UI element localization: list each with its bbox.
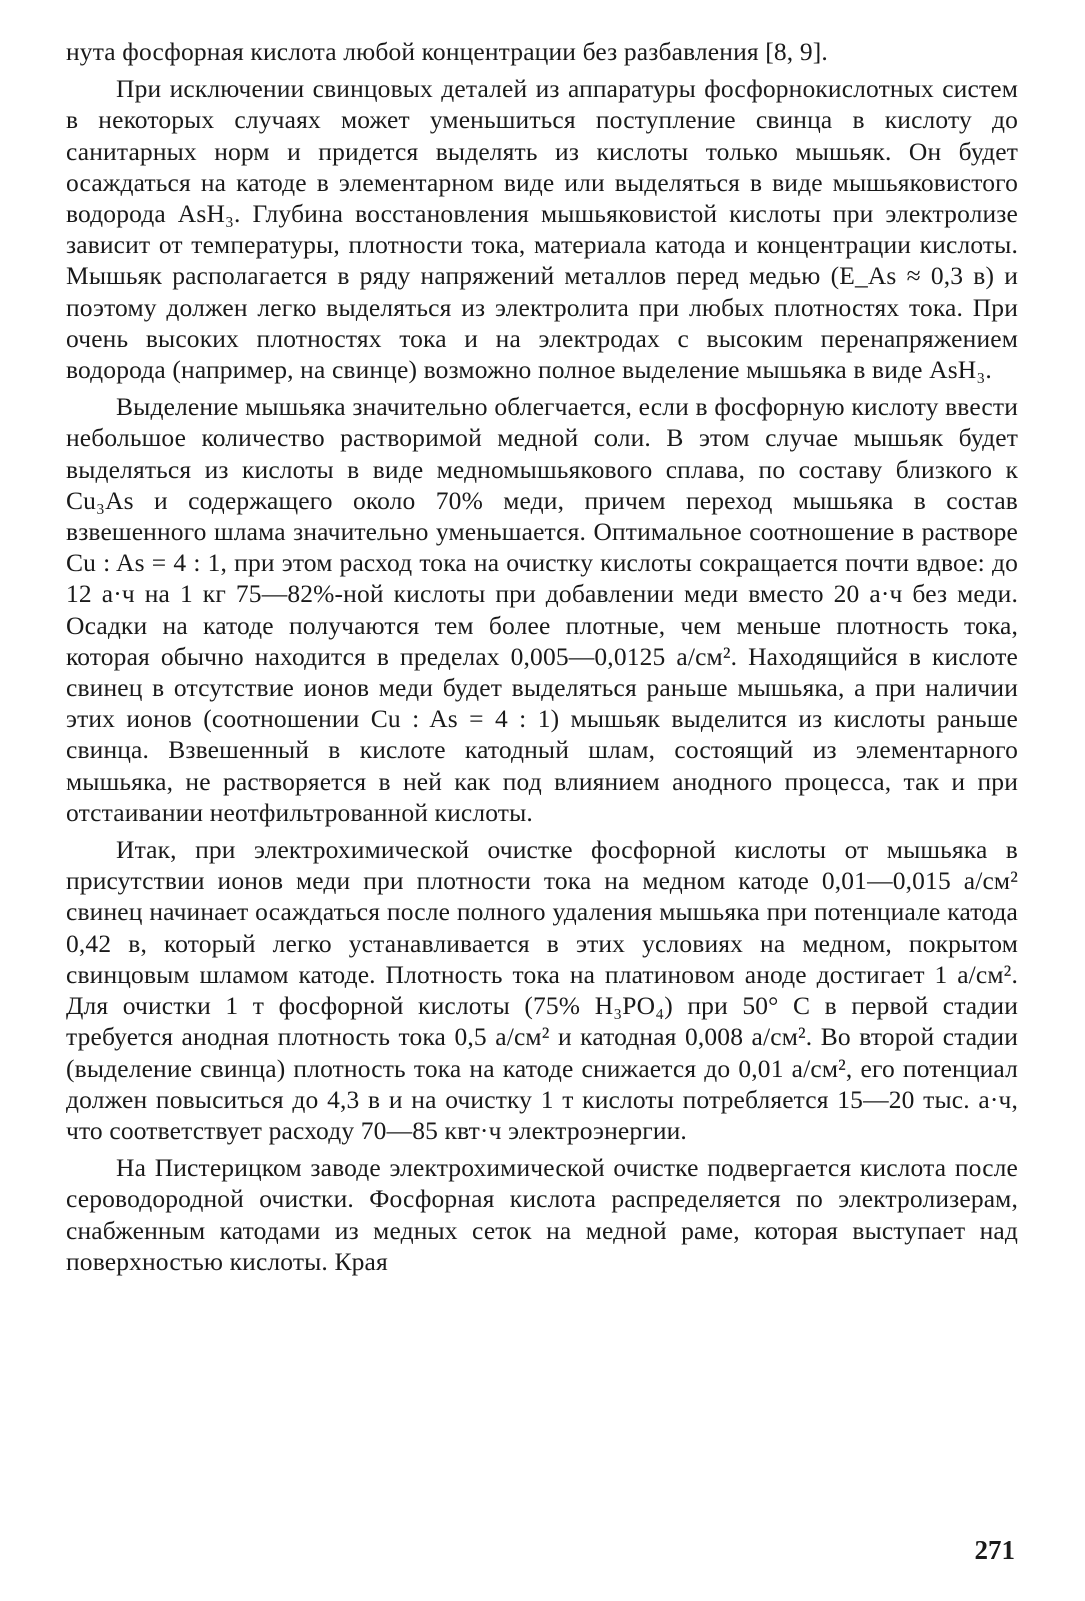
- paragraph-plant-process: На Пистерицком заводе электрохимической очистке подвергается кислота после сероводородной очистки. Фосфорная кислота распределяется по электролизерам, снабженным катодами из медных сеток на медной раме, которая выступает над поверхностью кислоты. Края: [66, 1153, 1018, 1276]
- paragraph-electrochemical-cleaning: Итак, при электрохимической очистке фосфорной кислоты от мышьяка в присутствии ионов меди при плотности тока на медном катоде 0,01—0,015 а/см² свинец начинает осаждаться после полного удаления мышьяка при потенциале катода 0,42 в, который легко устанавливается в этих условиях на медном, покрытом свинцовым шламом катоде. Плотность тока на платиновом аноде достигает 1 а/см². Для очистки 1 т фосфорной кислоты (75% H₃PO₄) при 50° C в первой стадии требуется анодная плотность тока 0,5 а/см² и катодная 0,008 а/см². Во второй стадии (выделение свинца) плотность тока на катоде снижается до 0,01 а/см², его потенциал должен повыситься до 4,3 в и на очистку 1 т кислоты потребляется 15—20 тыс. а·ч, что соответствует расходу 70—85 квт·ч электроэнергии.: [66, 835, 1018, 1145]
- paragraph-copper-salt: Выделение мышьяка значительно облегчается, если в фосфорную кислоту ввести небольшое количество растворимой медной соли. В этом случае мышьяк будет выделяться из кислоты в виде медномышьякового сплава, по составу близкого к Cu₃As и содержащего около 70% меди, причем переход мышьяка в состав взвешенного шлама значительно уменьшается. Оптимальное соотношение в растворе Cu : As = 4 : 1, при этом расход тока на очистку кислоты сокращается почти вдвое: до 12 а·ч на 1 кг 75—82%-ной кислоты при добавлении меди вместо 20 а·ч без меди. Осадки на катоде получаются тем более плотные, чем меньше плотность тока, которая обычно находится в пределах 0,005—0,0125 а/см². Находящийся в кислоте свинец в отсутствие ионов меди будет выделяться раньше мышьяка, а при наличии этих ионов (соотношении Cu : As = 4 : 1) мышьяк выделится из кислоты раньше свинца. Взвешенный в кислоте катодный шлам, состоящий из элементарного мышьяка, не растворяется в ней как под влиянием анодного процесса, так и при отстаивании неотфильтрованной кислоты.: [66, 392, 1018, 827]
- paragraph-lead-removal: При исключении свинцовых деталей из аппаратуры фосфорнокислотных систем в некоторых случаях может уменьшиться поступление свинца в кислоту до санитарных норм и придется выделять из кислоты только мышьяк. Он будет осаждаться на катоде в элементарном виде или выделяться в виде мышьяковистого водорода AsH₃. Глубина восстановления мышьяковистой кислоты при электролизе зависит от температуры, плотности тока, материала катода и концентрации кислоты. Мышьяк располагается в ряду напряжений металлов перед медью (E_As ≈ 0,3 в) и поэтому должен легко выделяться из электролита при любых плотностях тока. При очень высоких плотностях тока и на электродах с высоким перенапряжением водорода (например, на свинце) возможно полное выделение мышьяка в виде AsH₃.: [66, 74, 1018, 385]
- paragraph-continuation: нута фосфорная кислота любой концентрации без разбавления [8, 9].: [66, 37, 828, 66]
- page-body: [66, 36, 1018, 1277]
- page-number: 271: [974, 1535, 1015, 1565]
